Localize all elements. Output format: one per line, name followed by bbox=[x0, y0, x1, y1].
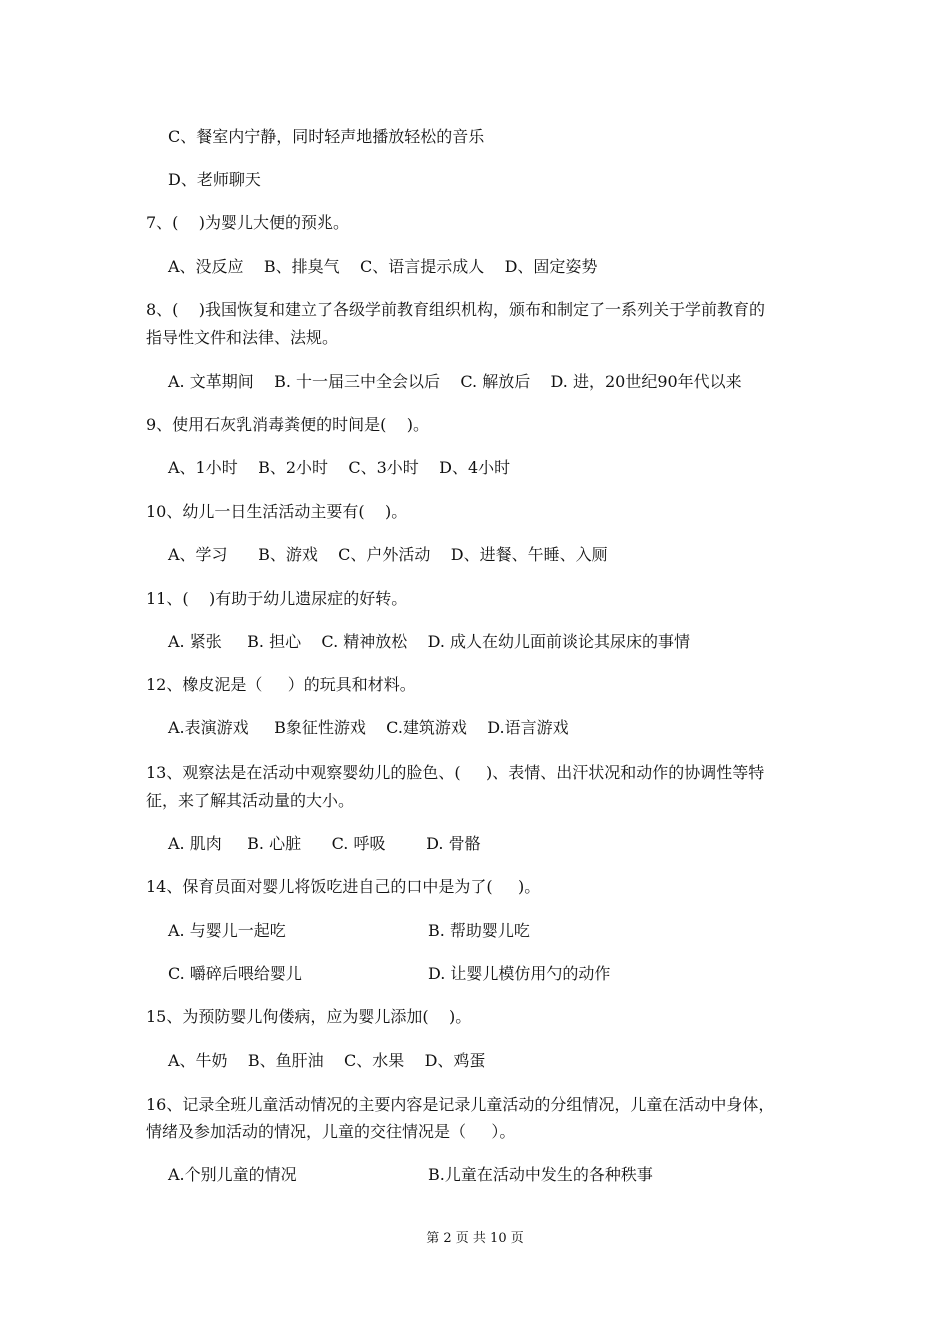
q14-option-d: D. 让婴儿模仿用勺的动作 bbox=[428, 964, 611, 983]
q16-option-a: A.个别儿童的情况 bbox=[168, 1165, 297, 1184]
question-16-line-1: 16、记录全班儿童活动情况的主要内容是记录儿童活动的分组情况，儿童在活动中身体， bbox=[146, 1095, 775, 1114]
question-7: 7、( )为婴儿大便的预兆。 bbox=[146, 213, 350, 232]
question-11: 11、( )有助于幼儿遗尿症的好转。 bbox=[146, 589, 408, 608]
q14-option-c: C. 嚼碎后喂给婴儿 bbox=[168, 964, 302, 983]
question-10: 10、幼儿一日生活活动主要有( )。 bbox=[146, 502, 408, 521]
question-9: 9、使用石灰乳消毒粪便的时间是( )。 bbox=[146, 415, 430, 434]
q13-options: A. 肌肉 B. 心脏 C. 呼吸 D. 骨骼 bbox=[168, 834, 481, 853]
page-footer: 第 2 页 共 10 页 bbox=[426, 1231, 524, 1246]
question-15: 15、为预防婴儿佝偻病，应为婴儿添加( )。 bbox=[146, 1007, 472, 1026]
q14-option-a: A. 与婴儿一起吃 bbox=[168, 921, 286, 940]
question-13-line-1: 13、观察法是在活动中观察婴幼儿的脸色、( )、表情、出汗状况和动作的协调性等特 bbox=[146, 763, 765, 782]
q15-options: A、牛奶 B、鱼肝油 C、水果 D、鸡蛋 bbox=[168, 1051, 486, 1070]
question-8-line-2: 指导性文件和法律、法规。 bbox=[146, 328, 339, 347]
q6-option-d: D、老师聊天 bbox=[168, 170, 261, 189]
question-16-line-2: 情绪及参加活动的情况，儿童的交往情况是（ ）。 bbox=[146, 1122, 516, 1141]
q7-options: A、没反应 B、排臭气 C、语言提示成人 D、固定姿势 bbox=[168, 257, 598, 276]
q8-options: A. 文革期间 B. 十一届三中全会以后 C. 解放后 D. 进，20世纪90年代以来 bbox=[168, 372, 742, 391]
q9-options: A、1小时 B、2小时 C、3小时 D、4小时 bbox=[168, 458, 511, 477]
question-8-line-1: 8、( )我国恢复和建立了各级学前教育组织机构，颁布和制定了一系列关于学前教育的 bbox=[146, 300, 766, 319]
q6-option-c: C、餐室内宁静，同时轻声地播放轻松的音乐 bbox=[168, 127, 485, 146]
question-13-line-2: 征，来了解其活动量的大小。 bbox=[146, 791, 355, 810]
question-12: 12、橡皮泥是（ ）的玩具和材料。 bbox=[146, 675, 416, 694]
q16-option-b: B.儿童在活动中发生的各种秩事 bbox=[428, 1165, 653, 1184]
q10-options: A、学习 B、游戏 C、户外活动 D、进餐、午睡、入厕 bbox=[168, 545, 608, 564]
question-14: 14、保育员面对婴儿将饭吃进自己的口中是为了( )。 bbox=[146, 877, 541, 896]
q12-options: A.表演游戏 B象征性游戏 C.建筑游戏 D.语言游戏 bbox=[168, 718, 569, 737]
q11-options: A. 紧张 B. 担心 C. 精神放松 D. 成人在幼儿面前谈论其尿床的事情 bbox=[168, 632, 691, 651]
q14-option-b: B. 帮助婴儿吃 bbox=[428, 921, 530, 940]
